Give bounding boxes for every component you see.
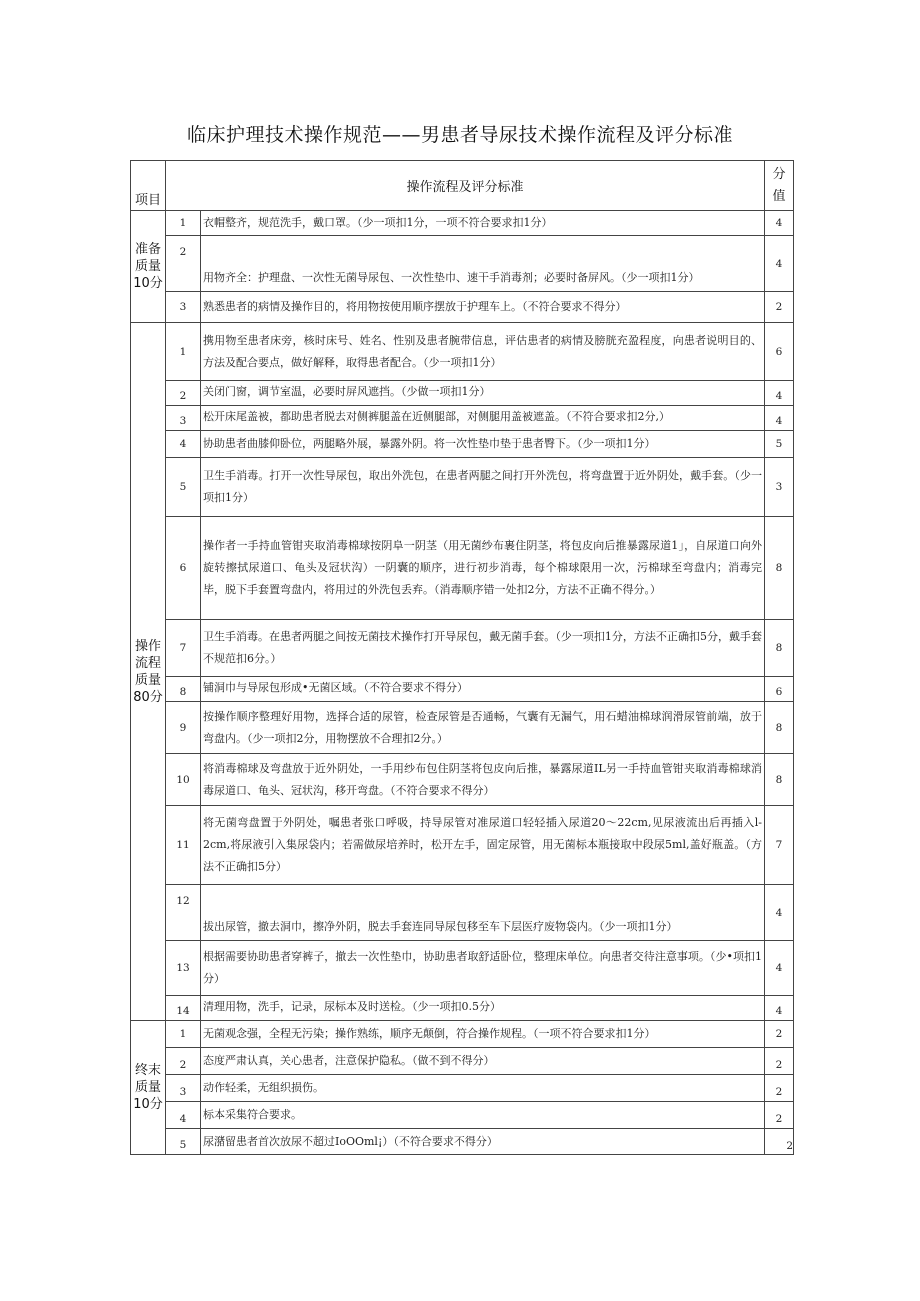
row-score: 4 [765, 211, 794, 236]
table-row [131, 702, 794, 754]
row-number: 13 [166, 941, 201, 996]
row-number: 5 [166, 458, 201, 517]
row-score: 8 [765, 702, 794, 754]
row-score: 8 [765, 517, 794, 620]
row-score: 5 [765, 431, 794, 458]
row-number: 4 [166, 431, 201, 458]
header-score-line1: 分 [772, 166, 786, 182]
row-content: 操作者一手持血管钳夹取消毒棉球按阴阜一阴茎（用无菌纱布裹住阴茎，将包皮向后推暴露尿道1」，自尿道口向外旋转擦拭尿道口、龟头及冠状沟）一阴囊的顺序，进行初步消毒，每个棉球限用一次，污棉球至弯盘内；消毒完毕，脱下手套置弯盘内，将用过的外洗包丢弃。（消毒顺序错一处扣2分，方法不正确不得分。） [201, 517, 765, 620]
table-header-row [131, 161, 794, 211]
table-row [131, 941, 794, 996]
section-prep-quality: 准备质量10分 [131, 211, 166, 323]
table-row [131, 323, 794, 381]
row-content: 尿潴留患者首次放尿不超过IoOOml¡）（不符合要求不得分） [201, 1129, 765, 1155]
section-procedure-quality: 操作流程质量80分 [131, 323, 166, 1021]
header-main: 操作流程及评分标准 [166, 161, 765, 211]
header-score [765, 161, 794, 211]
row-content: 关闭门窗，调节室温，必要时屏风遮挡。（少做一项扣1分） [201, 381, 765, 406]
row-content: 标本采集符合要求。 [201, 1102, 765, 1129]
row-score: 8 [765, 754, 794, 806]
row-content: 衣帽整齐，规范洗手，戴口罩。（少一项扣1分，一项不符合要求扣1分） [201, 211, 765, 236]
row-number: 2 [166, 1048, 201, 1075]
table-row [131, 406, 794, 431]
row-score: 4 [765, 236, 794, 292]
table-row [131, 381, 794, 406]
page-title: 临床护理技术操作规范——男患者导尿技术操作流程及评分标准 [186, 124, 733, 146]
table-row [131, 236, 794, 292]
row-content: 态度严肃认真，关心患者，注意保护隐私。（做不到不得分） [201, 1048, 765, 1075]
table-row [131, 1129, 794, 1155]
table-row [131, 1075, 794, 1102]
table-row [131, 1021, 794, 1048]
scoring-table [130, 160, 794, 1155]
row-number: 6 [166, 517, 201, 620]
row-content: 将无菌弯盘置于外阴处，嘱患者张口呼吸，持导尿管对准尿道口轻轻插入尿道20～22cm,见尿液流出后再插入l-2cm,将尿液引入集尿袋内；若需做尿培养时，松开左手，固定尿管，用无菌标本瓶接取中段尿5ml,盖好瓶盖。（方法不正确扣5分） [201, 806, 765, 885]
row-content: 铺洞巾与导尿包形成•无菌区域。（不符合要求不得分） [201, 677, 765, 702]
row-score: 6 [765, 677, 794, 702]
header-item: 项目 [131, 161, 166, 211]
row-content: 动作轻柔，无组织损伤。 [201, 1075, 765, 1102]
row-score: 4 [765, 381, 794, 406]
row-content: 拔出尿管，撤去洞巾，擦净外阴，脱去手套连同导尿包移至车下层医疗废物袋内。（少一项扣1分） [201, 885, 765, 941]
row-score: 6 [765, 323, 794, 381]
row-number: 7 [166, 620, 201, 677]
row-number: 3 [166, 1075, 201, 1102]
row-number: 2 [166, 236, 201, 292]
row-score: 2 [765, 1102, 794, 1129]
row-number: 12 [166, 885, 201, 941]
row-content: 将消毒棉球及弯盘放于近外阴处，一手用纱布包住阴茎将包皮向后推，暴露尿道IL另一手持血管钳夹取消毒棉球消毒尿道口、龟头、冠状沟，移开弯盘。（不符合要求不得分） [201, 754, 765, 806]
row-number: 10 [166, 754, 201, 806]
table-row [131, 620, 794, 677]
table-row [131, 211, 794, 236]
row-number: 2 [166, 381, 201, 406]
row-score: 4 [765, 885, 794, 941]
table-row [131, 1048, 794, 1075]
row-content: 卫生手消毒。打开一次性导尿包，取出外洗包，在患者两腿之间打开外洗包，将弯盘置于近外阴处，戴手套。（少一项扣1分） [201, 458, 765, 517]
row-number: 14 [166, 996, 201, 1021]
row-number: 9 [166, 702, 201, 754]
table-row [131, 431, 794, 458]
row-number: 1 [166, 1021, 201, 1048]
row-content: 用物齐全：护理盘、一次性无菌导尿包、一次性垫巾、速干手消毒剂；必要时备屏风。（少一项扣1分） [201, 236, 765, 292]
row-score: 7 [765, 806, 794, 885]
row-content: 松开床尾盖被，都助患者脱去对侧裤腿盖在近侧腿部，对侧腿用盖被遮盖。（不符合要求扣2分,） [201, 406, 765, 431]
row-score: 4 [765, 406, 794, 431]
row-score: 2 [765, 1075, 794, 1102]
row-content: 按操作顺序整理好用物，选择合适的尿管，检查尿管是否通畅，气囊有无漏气，用石蜡油棉球润滑尿管前端，放于弯盘内。（少一项扣2分，用物摆放不合理扣2分。） [201, 702, 765, 754]
section-final-quality: 终末质量10分 [131, 1021, 166, 1155]
row-score: 4 [765, 996, 794, 1021]
table-row [131, 806, 794, 885]
row-score: 2 [765, 292, 794, 323]
row-content: 熟悉患者的病情及操作目的，将用物按使用顺序摆放于护理车上。（不符合要求不得分） [201, 292, 765, 323]
row-content: 携用物至患者床旁，核时床号、姓名、性别及患者腕带信息，评估患者的病情及膀胱充盈程度，向患者说明目的、方法及配合要点，做好解释，取得患者配合。（少一项扣1分） [201, 323, 765, 381]
row-number: 4 [166, 1102, 201, 1129]
row-content: 卫生手消毒。在患者两腿之间按无菌技术操作打开导尿包，戴无菌手套。（少一项扣1分，方法不正确扣5分，戴手套不规范扣6分。） [201, 620, 765, 677]
row-content: 根据需要协助患者穿裤子，撤去一次性垫巾，协助患者取舒适卧位，整理床单位。向患者交待注意事项。（少•项扣1分） [201, 941, 765, 996]
row-number: 1 [166, 323, 201, 381]
table-row [131, 292, 794, 323]
table-row [131, 1102, 794, 1129]
row-score: 2 [765, 1129, 794, 1155]
table-row [131, 677, 794, 702]
table-row [131, 458, 794, 517]
row-content: 协助患者曲膝仰卧位，两腿略外展，暴露外阴。将一次性垫巾垫于患者臀下。（少一项扣1分） [201, 431, 765, 458]
table-row [131, 996, 794, 1021]
row-content: 清理用物，洗手，记录，尿标本及时送检。（少一项扣0.5分） [201, 996, 765, 1021]
table-row [131, 885, 794, 941]
row-content: 无菌观念强，全程无污染；操作熟练，顺序无颠倒，符合操作规程。（一项不符合要求扣1分） [201, 1021, 765, 1048]
row-number: 11 [166, 806, 201, 885]
row-score: 3 [765, 458, 794, 517]
row-score: 2 [765, 1021, 794, 1048]
header-score-line2: 值 [772, 188, 786, 204]
row-score: 8 [765, 620, 794, 677]
row-number: 3 [166, 292, 201, 323]
row-number: 8 [166, 677, 201, 702]
table-row [131, 517, 794, 620]
row-number: 5 [166, 1129, 201, 1155]
row-number: 1 [166, 211, 201, 236]
row-number: 3 [166, 406, 201, 431]
table-row [131, 754, 794, 806]
row-score: 2 [765, 1048, 794, 1075]
row-score: 4 [765, 941, 794, 996]
